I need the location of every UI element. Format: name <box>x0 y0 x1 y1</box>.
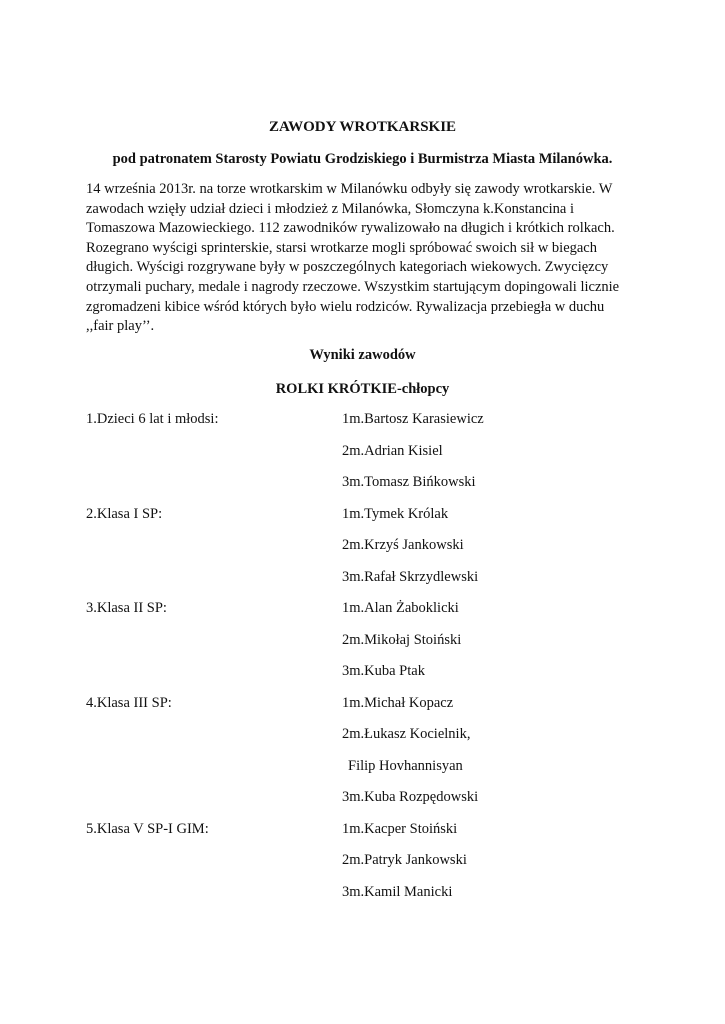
result-entry: 3m.Kuba Rozpędowski <box>342 789 479 805</box>
intro-line: Tomaszowa Mazowieckiego. 112 zawodników rywalizowało na długich i krótkich rolkach. <box>86 220 615 237</box>
result-entry: 1m.Bartosz Karasiewicz <box>342 411 484 427</box>
result-entry: 1m.Tymek Królak <box>342 506 449 522</box>
intro-line: zgromadzeni kibice wśród których było wielu rodziców. Rywalizacja przebiegła w duchu <box>86 298 605 315</box>
result-entry: 2m.Adrian Kisiel <box>342 443 443 459</box>
result-entry: 2m.Patryk Jankowski <box>342 852 467 868</box>
result-entry: 1m.Michał Kopacz <box>342 695 454 711</box>
result-entry: 2m.Łukasz Kocielnik, <box>342 726 471 742</box>
result-entry: 3m.Rafał Skrzydlewski <box>342 569 479 585</box>
intro-line: długich. Wyścigi rozgrywane były w poszczególnych kategoriach wiekowych. Zwycięzcy <box>86 259 609 276</box>
category-label: 1.Dzieci 6 lat i młodsi: <box>86 411 219 427</box>
result-entry: 1m.Kacper Stoiński <box>342 821 458 837</box>
intro-line: otrzymali puchary, medale i nagrody rzeczowe. Wszystkim startującym dopingowali licznie <box>86 278 620 295</box>
category-label: 3.Klasa II SP: <box>86 600 167 616</box>
document-title: ZAWODY WROTKARSKIE <box>268 119 457 135</box>
result-entry: Filip Hovhannisyan <box>348 758 463 774</box>
intro-line: 14 września 2013r. na torze wrotkarskim w Milanówku odbyły się zawody wrotkarskie. W <box>86 181 613 197</box>
intro-line: ,,fair play’’. <box>86 318 155 335</box>
category-label: 4.Klasa III SP: <box>86 695 172 711</box>
results-heading: Wyniki zawodów <box>309 347 416 363</box>
result-entry: 3m.Tomasz Bińkowski <box>342 474 476 490</box>
result-entry: 2m.Mikołaj Stoiński <box>342 632 462 648</box>
section-heading: ROLKI KRÓTKIE-chłopcy <box>275 381 450 397</box>
result-entry: 3m.Kamil Manicki <box>342 884 453 900</box>
category-label: 5.Klasa V SP-I GIM: <box>86 821 209 837</box>
result-entry: 3m.Kuba Ptak <box>342 663 425 679</box>
category-label: 2.Klasa I SP: <box>86 506 163 522</box>
result-entry: 1m.Alan Żaboklicki <box>342 600 459 616</box>
result-entry: 2m.Krzyś Jankowski <box>342 537 464 553</box>
intro-line: zawodach wzięły udział dzieci i młodzież z Milanówka, Słomczyna k.Konstancina i <box>86 200 574 217</box>
intro-line: Rozegrano wyścigi sprinterskie, starsi wrotkarze mogli spróbować swoich sił w biegach <box>86 239 597 256</box>
document-subtitle: pod patronatem Starosty Powiatu Grodziskiego i Burmistrza Miasta Milanówka. <box>112 151 613 167</box>
